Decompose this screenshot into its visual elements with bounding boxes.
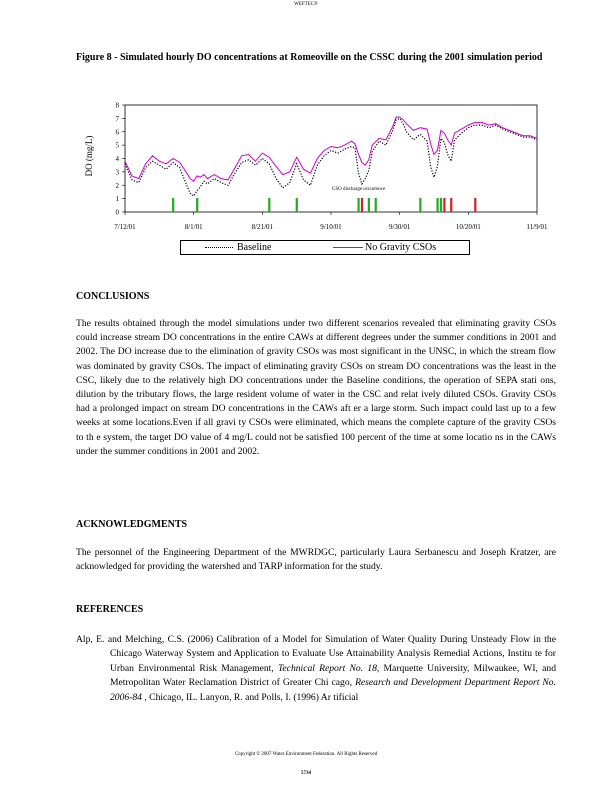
cso-event-bar (172, 198, 174, 212)
reference-italic-2: Research and Development Department Report No. 2006-84 (110, 677, 556, 703)
conclusions-heading: CONCLUSIONS (76, 291, 150, 302)
do-chart (76, 98, 556, 258)
cso-event-bar (361, 198, 363, 212)
cso-annotation: CSO discharge occurrence (332, 187, 386, 192)
copyright-footer: Copyright © 2007 Water Environment Federation. All Rights Reserved (234, 752, 378, 757)
cso-event-bar (357, 198, 359, 212)
y-tick-label: 6 (115, 128, 119, 137)
x-tick-label: 8/21/01 (251, 223, 274, 231)
y-tick-label: 5 (115, 141, 119, 150)
y-tick-label: 4 (115, 155, 119, 163)
x-tick-label: 10/20/01 (455, 223, 481, 231)
y-tick-label: 3 (115, 168, 119, 177)
conclusions-body (76, 317, 556, 459)
y-tick-label: 1 (115, 195, 119, 204)
cso-event-bar (440, 198, 442, 212)
cso-event-bar (474, 198, 476, 212)
cso-events (172, 198, 476, 212)
reference-text-c: , Chicago, IL. Lanyon, R. and Polls, I. (1996) Ar tificial (141, 691, 359, 703)
legend-baseline-label: Baseline (237, 242, 272, 253)
references-list (76, 633, 556, 705)
acknowledgments-body (76, 546, 556, 574)
y-axis-label: DO (mg/L) (84, 135, 94, 177)
figure-caption: Figure 8 - Simulated hourly DO concentrations at Romeoville on the CSSC during the 2001 simulation period (76, 52, 543, 63)
x-tick-label: 9/10/01 (320, 223, 342, 231)
cso-event-bar (443, 198, 445, 212)
y-tick-label: 0 (115, 208, 119, 217)
y-tick-label: 8 (115, 101, 119, 110)
reference-entry (76, 633, 556, 705)
chart-legend (180, 240, 470, 255)
cso-event-bar (450, 198, 452, 212)
acknowledgments-heading: ACKNOWLEDGMENTS (76, 519, 188, 530)
legend-no-gravity-label: No Gravity CSOs (365, 242, 437, 253)
legend-baseline-swatch (205, 247, 233, 248)
cso-event-bar (436, 198, 438, 212)
reference-text-a: Alp, E. and Melching, C.S. (2006) Calibration of a Model for Simulation of Water Quality During Unsteady Flow in the Chicago Waterway System and Application to Evaluate Use Attainability Analysis Remedial Actions, Institu te for Urban Environmental Risk Management, (76, 634, 556, 674)
reference-italic-1: Technical Report No. 18 (277, 662, 377, 674)
x-tick-label: 9/30/01 (388, 223, 411, 231)
conclusions-text: The results obtained through the model simulations under two different scenarios revealed that eliminating gravity CSOs could increase stream DO concentrations in the entire CAWs at different degrees under the summer conditions in 2001 and 2002. The DO increase due to the elimination of gravity CSOs was most significant in the UNSC, in which the stream flow was dominated by gravity CSOs. The impact of eliminating gravity CSOs on stream DO concentrations was the least in the CSC, likely due to the relatively high DO concentrations under the Baseline conditions, the operation of SEPA stati ons, dilution by the tributary flows, the large resident volume of water in the CSC and relat ively diluted CSOs. Gravity CSOs had a prolonged impact on stream DO concentrations in the CAWs aft er a large storm. Such impact could last up to a few weeks at some locations.Even if all gravi ty CSOs were eliminated, which means the complete capture of the gravity CSOs to th e system, the target DO value of 4 mg/L could not be satisfied 100 percent of the time at some locatio ns in the CAWs under the summer conditions in 2001 and 2002. (76, 318, 556, 457)
cso-event-bar (196, 198, 198, 212)
plot-area (125, 105, 537, 212)
cso-event-bar (419, 198, 421, 212)
series-baseline-line (125, 118, 537, 196)
x-tick-label: 7/12/01 (114, 223, 136, 231)
cso-event-bar (375, 198, 377, 212)
references-heading: REFERENCES (76, 604, 144, 615)
page-number: 5734 (301, 771, 311, 776)
y-tick-label: 2 (115, 181, 119, 190)
reference-text-b: , Marquette University, Milwaukee, WI, and Metropolitan Water Reclamation District of Greater Chi cago, (110, 662, 556, 689)
x-tick-label: 11/9/01 (526, 223, 548, 231)
cso-event-bar (368, 198, 370, 212)
cso-event-bar (268, 198, 270, 212)
acknowledgments-text: The personnel of the Engineering Department of the MWRDGC, particularly Laura Serbanescu and Joseph Kratzer, are acknowledged for providing the watershed and TARP information for the study. (76, 547, 556, 573)
running-header: WEFTEC® (294, 2, 318, 7)
y-tick-label: 7 (115, 114, 119, 123)
cso-event-bar (296, 198, 298, 212)
x-tick-label: 8/1/01 (184, 223, 203, 231)
series-no-gravity-csos-line (125, 117, 537, 181)
legend-no-gravity-swatch (333, 247, 363, 248)
chart-axes (114, 102, 548, 232)
